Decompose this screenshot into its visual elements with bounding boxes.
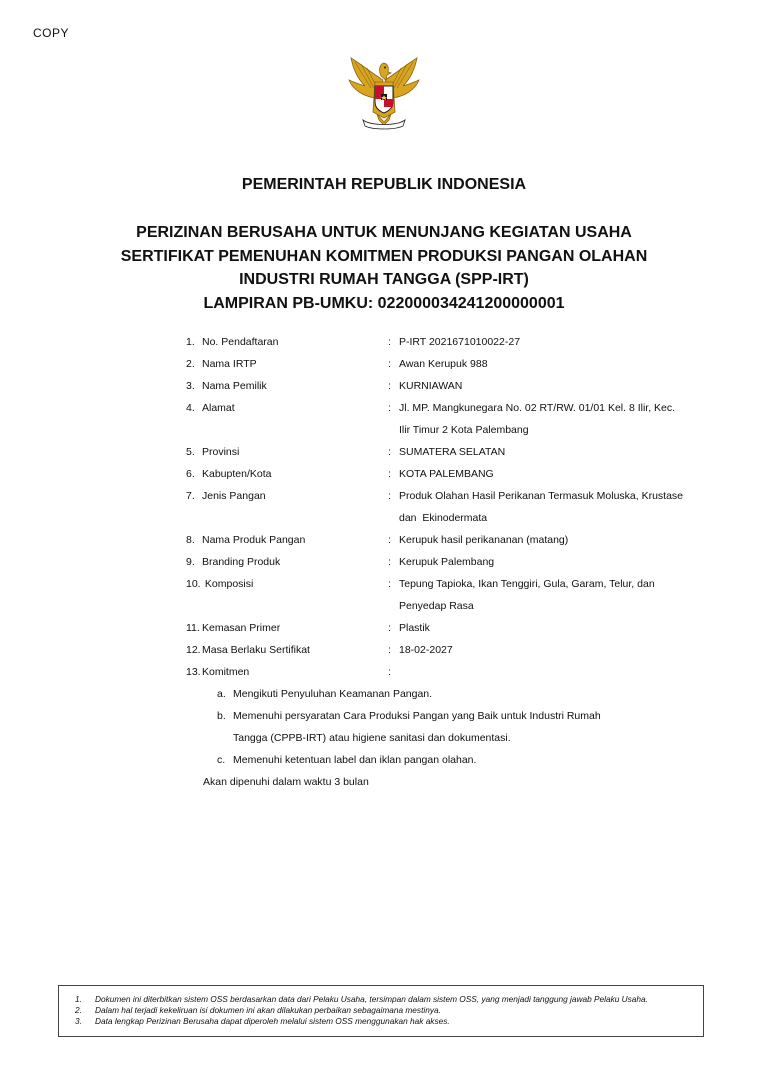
field-label: Nama Pemilik	[202, 380, 267, 392]
field-regency-city	[186, 463, 686, 485]
footnote	[75, 1005, 691, 1016]
field-number: 11.	[186, 622, 200, 634]
footnote-text: Dalam hal terjadi kekeliruan isi dokumen ini akan dilakukan perbaikan sebagaimana mestinya.	[95, 1005, 441, 1015]
value-line: KOTA PALEMBANG	[399, 468, 494, 480]
field-colon: :	[388, 556, 391, 568]
field-validity	[186, 639, 686, 661]
field-number: 4.	[186, 402, 195, 414]
field-owner-name	[186, 375, 686, 397]
commitment-text	[233, 749, 686, 771]
footnote	[75, 1016, 691, 1027]
field-label: Alamat	[202, 402, 235, 414]
value-line: KURNIAWAN	[399, 380, 463, 392]
commitment-line: Memenuhi ketentuan label dan iklan pangan olahan.	[233, 754, 477, 766]
field-number: 5.	[186, 446, 195, 458]
field-colon: :	[388, 490, 391, 502]
commitment-item	[217, 683, 686, 705]
field-label: No. Pendaftaran	[202, 336, 279, 348]
copy-mark: COPY	[33, 26, 70, 40]
value-line: Ilir Timur 2 Kota Palembang	[399, 424, 529, 436]
field-label: Branding Produk	[202, 556, 281, 568]
document-title	[60, 221, 708, 315]
field-registration-number	[186, 331, 686, 353]
field-address	[186, 397, 686, 441]
field-value	[399, 353, 686, 375]
field-number: 12.	[186, 644, 201, 656]
value-line: Jl. MP. Mangkunegara No. 02 RT/RW. 01/01 Kel. 8 Ilir, Kec.	[399, 402, 676, 414]
field-province	[186, 441, 686, 463]
field-value	[399, 397, 686, 441]
commitment-letter: c.	[217, 754, 226, 766]
commitment-letter: a.	[217, 688, 226, 700]
field-number: 8.	[186, 534, 195, 546]
footnote-number: 1.	[75, 994, 82, 1004]
field-label: Kemasan Primer	[202, 622, 281, 634]
field-colon: :	[388, 336, 391, 348]
garuda-emblem	[345, 54, 423, 130]
commitment-text	[233, 705, 686, 749]
field-value	[399, 485, 686, 529]
field-colon: :	[388, 468, 391, 480]
field-colon: :	[388, 578, 391, 590]
field-label: Nama Produk Pangan	[202, 534, 306, 546]
commitment-item	[217, 705, 686, 749]
field-label: Jenis Pangan	[202, 490, 266, 502]
field-value	[399, 617, 686, 639]
value-line: dan Ekinodermata	[399, 512, 488, 524]
field-colon: :	[388, 534, 391, 546]
value-line: Kerupuk Palembang	[399, 556, 495, 568]
field-label: Komitmen	[202, 666, 250, 678]
field-colon: :	[388, 644, 391, 656]
value-line: Plastik	[399, 622, 430, 634]
field-label: Komposisi	[202, 578, 254, 590]
commitment-list	[217, 683, 686, 771]
field-number: 9.	[186, 556, 195, 568]
field-number: 13.	[186, 666, 201, 678]
title-line: SERTIFIKAT PEMENUHAN KOMITMEN PRODUKSI PANGAN OLAHAN	[120, 247, 648, 265]
field-food-type	[186, 485, 686, 529]
field-value	[399, 441, 686, 463]
field-value	[399, 573, 686, 617]
field-value	[399, 331, 686, 353]
commitment-line: Mengikuti Penyuluhan Keamanan Pangan.	[233, 688, 433, 700]
field-label: Masa Berlaku Sertifikat	[202, 644, 310, 656]
field-number: 2.	[186, 358, 195, 370]
field-label: Provinsi	[202, 446, 240, 458]
field-value	[399, 463, 686, 485]
field-colon: :	[388, 446, 391, 458]
value-line: 18-02-2027	[399, 644, 453, 656]
certificate-fields	[186, 331, 686, 793]
commitment-line: Memenuhi persyaratan Cara Produksi Pangan yang Baik untuk Industri Rumah	[233, 710, 601, 722]
field-number: 10.	[186, 578, 201, 590]
field-number: 1.	[186, 336, 195, 348]
field-primary-packaging	[186, 617, 686, 639]
commitment-line: Tangga (CPPB-IRT) atau higiene sanitasi dan dokumentasi.	[233, 732, 511, 744]
field-commitment	[186, 661, 686, 683]
value-line: Tepung Tapioka, Ikan Tenggiri, Gula, Garam, Telur, dan	[399, 578, 655, 590]
field-colon: :	[388, 358, 391, 370]
field-colon: :	[388, 666, 391, 678]
field-number: 6.	[186, 468, 195, 480]
field-colon: :	[388, 622, 391, 634]
field-number: 7.	[186, 490, 195, 502]
field-label: Nama IRTP	[202, 358, 257, 370]
title-line: INDUSTRI RUMAH TANGGA (SPP-IRT)	[239, 271, 529, 288]
footnotes-box	[58, 985, 704, 1037]
value-line: Awan Kerupuk 988	[399, 358, 488, 370]
field-number: 3.	[186, 380, 195, 392]
value-line: Produk Olahan Hasil Perikanan Termasuk Moluska, Krustase	[399, 490, 684, 502]
field-value	[399, 375, 686, 397]
footnote-text: Dokumen ini diterbitkan sistem OSS berdasarkan data dari Pelaku Usaha, tersimpan dalam sistem OSS, yang menjadi tanggung jawab Pelaku Usaha.	[95, 994, 648, 1004]
footnote-number: 2.	[75, 1005, 82, 1015]
government-heading: PEMERINTAH REPUBLIK INDONESIA	[241, 176, 527, 193]
commitment-deadline: Akan dipenuhi dalam waktu 3 bulan	[203, 776, 369, 788]
field-value	[399, 639, 686, 661]
value-line: Kerupuk hasil perikananan (matang)	[399, 534, 569, 546]
field-colon: :	[388, 380, 391, 392]
commitment-letter: b.	[217, 710, 226, 722]
commitment-text	[233, 683, 686, 705]
field-product-name	[186, 529, 686, 551]
value-line: P-IRT 2021671010022-27	[399, 336, 521, 348]
field-composition	[186, 573, 686, 617]
value-line: Penyedap Rasa	[399, 600, 474, 612]
value-line: SUMATERA SELATAN	[399, 446, 506, 458]
field-value	[399, 661, 686, 683]
title-line: PERIZINAN BERUSAHA UNTUK MENUNJANG KEGIATAN USAHA	[136, 224, 632, 241]
field-label: Kabupten/Kota	[202, 468, 272, 480]
field-value	[399, 529, 686, 551]
footnote	[75, 994, 691, 1005]
title-line: LAMPIRAN PB-UMKU: 022000034241200000001	[203, 294, 565, 312]
field-value	[399, 551, 686, 573]
commitment-item	[217, 749, 686, 771]
field-product-branding	[186, 551, 686, 573]
footnote-number: 3.	[75, 1016, 82, 1026]
field-colon: :	[388, 402, 391, 414]
footnote-text: Data lengkap Perizinan Berusaha dapat diperoleh melalui sistem OSS menggunakan hak akses.	[95, 1016, 450, 1026]
field-irtp-name	[186, 353, 686, 375]
